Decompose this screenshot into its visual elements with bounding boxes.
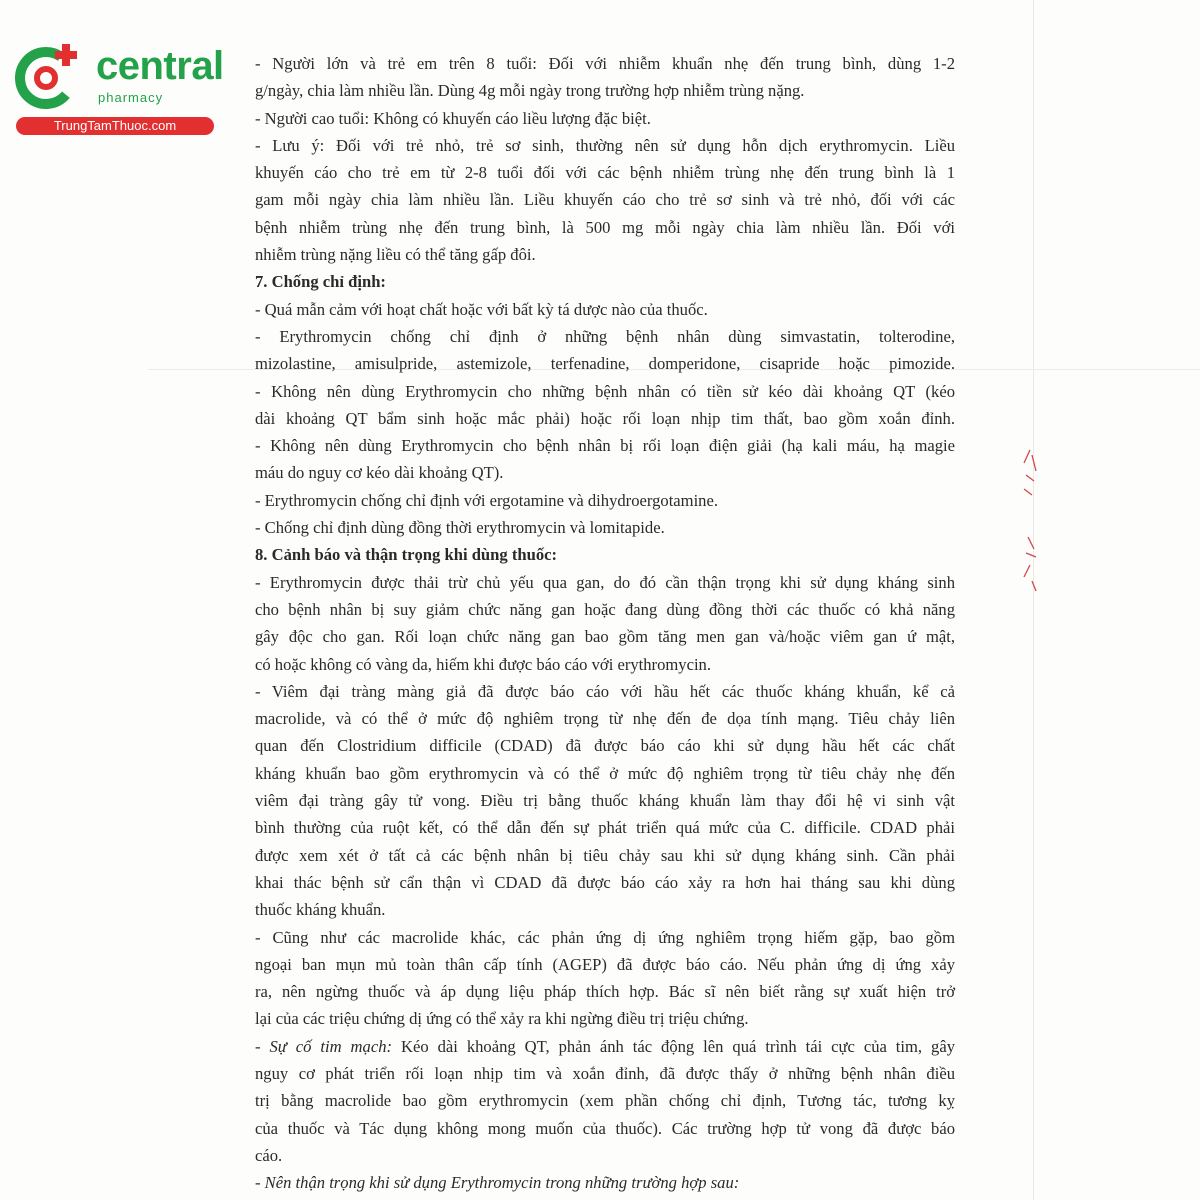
text-line: bệnh nhiễm trùng nhẹ đến trung bình, là 500 mg mỗi ngày chia làm nhiều lần. Đối với: [255, 217, 955, 237]
logo-site-banner: TrungTamThuoc.com: [16, 117, 214, 135]
text-line: gam mỗi ngày chia làm nhiều lần. Liều khuyến cáo cho trẻ sơ sinh và trẻ nhỏ, đối với các: [255, 190, 955, 210]
text-line: nguy cơ phát triển rối loạn nhịp tim và xoắn đỉnh, đã được thấy ở những bệnh nhân điều: [255, 1063, 955, 1083]
text-line: khuyến cáo cho trẻ em từ 2-8 tuổi đối với các bệnh nhiễm trùng nhẹ đến trung bình là 1: [255, 163, 955, 183]
text-line: - Quá mẫn cảm với hoạt chất hoặc với bất kỳ tá dược nào của thuốc.: [255, 299, 708, 319]
text-line-cardio: [255, 1033, 955, 1060]
section-heading-warnings: 8. Cảnh báo và thận trọng khi dùng thuốc:: [255, 545, 558, 565]
text-line: quan đến Clostridium difficile (CDAD) đã được báo cáo khi sử dụng hầu hết các chất: [255, 736, 955, 756]
text-line: ra, nên ngừng thuốc và áp dụng liệu pháp thích hợp. Bác sĩ nên biết rằng sự xuất hiện trở: [255, 982, 955, 1002]
text-line: dài khoảng QT bẩm sinh hoặc mắc phải) hoặc rối loạn nhịp tim thất, bao gồm xoắn đỉnh.: [255, 408, 955, 428]
text-line: khai thác bệnh sử cẩn thận vì CDAD đã được báo cáo xảy ra hơn hai tháng sau khi dùng: [255, 872, 955, 892]
text-line: - Chống chỉ định dùng đồng thời erythromycin và lomitapide.: [255, 518, 665, 538]
text-line: - Cũng như các macrolide khác, các phản ứng dị ứng nghiêm trọng hiếm gặp, bao gồm: [255, 927, 955, 947]
text-line: của thuốc và Tác dụng không mong muốn của thuốc). Các trường hợp tử vong đã được báo: [255, 1118, 955, 1138]
text-line: trị bằng macrolide bao gồm erythromycin (xem phần chống chỉ định, Tương tác, tương kỵ: [255, 1091, 955, 1111]
text-line: - Không nên dùng Erythromycin cho những bệnh nhân có tiền sử kéo dài khoảng QT (kéo: [255, 381, 955, 401]
text-line: gây độc cho gan. Rối loạn chức năng gan bao gồm tăng men gan và/hoặc viêm gan ứ mật,: [255, 627, 955, 647]
text-line: - Erythromycin được thải trừ chủ yếu qua gan, do đó cần thận trọng khi sử dụng kháng sinh: [255, 572, 955, 592]
text-line: có hoặc không có vàng da, hiếm khi được báo cáo với erythromycin.: [255, 654, 712, 674]
text-line: lại của các triệu chứng dị ứng có thể xảy ra khi ngừng điều trị triệu chứng.: [255, 1009, 749, 1029]
central-pharmacy-cross-logo-icon: [10, 38, 90, 116]
text-line: - Người cao tuổi: Không có khuyến cáo liều lượng đặc biệt.: [255, 108, 651, 128]
cardio-text: Kéo dài khoảng QT, phản ánh tác động lên quá trình tái cực của tim, gây: [401, 1036, 955, 1056]
text-line: cáo.: [255, 1145, 283, 1165]
cardio-prefix: - Sự cố tim mạch:: [255, 1036, 393, 1056]
text-line: cho bệnh nhân bị suy giảm chức năng gan hoặc đang dùng đồng thời các thuốc có khả năng: [255, 599, 955, 619]
section-heading-contraindications: 7. Chống chỉ định:: [255, 272, 386, 292]
red-stamp-mark: [1018, 445, 1042, 595]
text-line: - Viêm đại tràng màng giả đã được báo cáo với hầu hết các thuốc kháng khuẩn, kể cả: [255, 681, 955, 701]
text-line: viêm đại tràng gây tử vong. Điều trị bằng thuốc kháng khuẩn làm thay đổi hệ vi sinh vật: [255, 791, 955, 811]
text-line: - Nên thận trọng khi sử dụng Erythromycin trong những trường hợp sau:: [255, 1173, 740, 1193]
text-line: g/ngày, chia làm nhiều lần. Dùng 4g mỗi ngày trong trường hợp nhiễm trùng nặng.: [255, 81, 805, 101]
document-body: [255, 50, 955, 1196]
text-line: - Lưu ý: Đối với trẻ nhỏ, trẻ sơ sinh, thường nên sử dụng hỗn dịch erythromycin. Liều: [255, 135, 955, 155]
page-edge-line: [1033, 0, 1034, 1200]
text-line: kháng khuẩn bao gồm erythromycin và có thể ở mức độ nghiêm trọng từ tiêu chảy nhẹ đến: [255, 763, 955, 783]
text-line: thuốc kháng khuẩn.: [255, 900, 386, 920]
text-line: được xem xét ở tất cả các bệnh nhân bị tiêu chảy sau khi sử dụng kháng sinh. Cần phải: [255, 845, 955, 865]
logo-sub-text: pharmacy: [98, 90, 164, 105]
text-line: - Erythromycin chống chỉ định với ergotamine và dihydroergotamine.: [255, 490, 718, 510]
text-line: - Không nên dùng Erythromycin cho bệnh nhân bị rối loạn điện giải (hạ kali máu, hạ magie: [255, 436, 955, 456]
text-line: mizolastine, amisulpride, astemizole, terfenadine, domperidone, cisapride hoặc pimozide.: [255, 354, 955, 374]
text-line: - Người lớn và trẻ em trên 8 tuổi: Đối với nhiễm khuẩn nhẹ đến trung bình, dùng 1-2: [255, 54, 955, 73]
central-pharmacy-logo: [10, 38, 224, 138]
text-line: máu do nguy cơ kéo dài khoảng QT).: [255, 463, 504, 483]
text-line: macrolide, và có thể ở mức độ nghiêm trọng từ nhẹ đến đe dọa tính mạng. Tiêu chảy liên: [255, 709, 955, 729]
text-line: bình thường của ruột kết, có thể dẫn đến sự phát triển quá mức của C. difficile. CDAD phải: [255, 818, 955, 838]
text-line: nhiễm trùng nặng liều có thể tăng gấp đôi.: [255, 245, 536, 265]
text-line: - Erythromycin chống chỉ định ở những bệnh nhân dùng simvastatin, tolterodine,: [255, 326, 955, 346]
logo-brand-text: central: [96, 44, 224, 88]
text-line: ngoại ban mụn mủ toàn thân cấp tính (AGEP) đã được báo cáo. Nếu phản ứng dị ứng xảy: [255, 954, 955, 974]
